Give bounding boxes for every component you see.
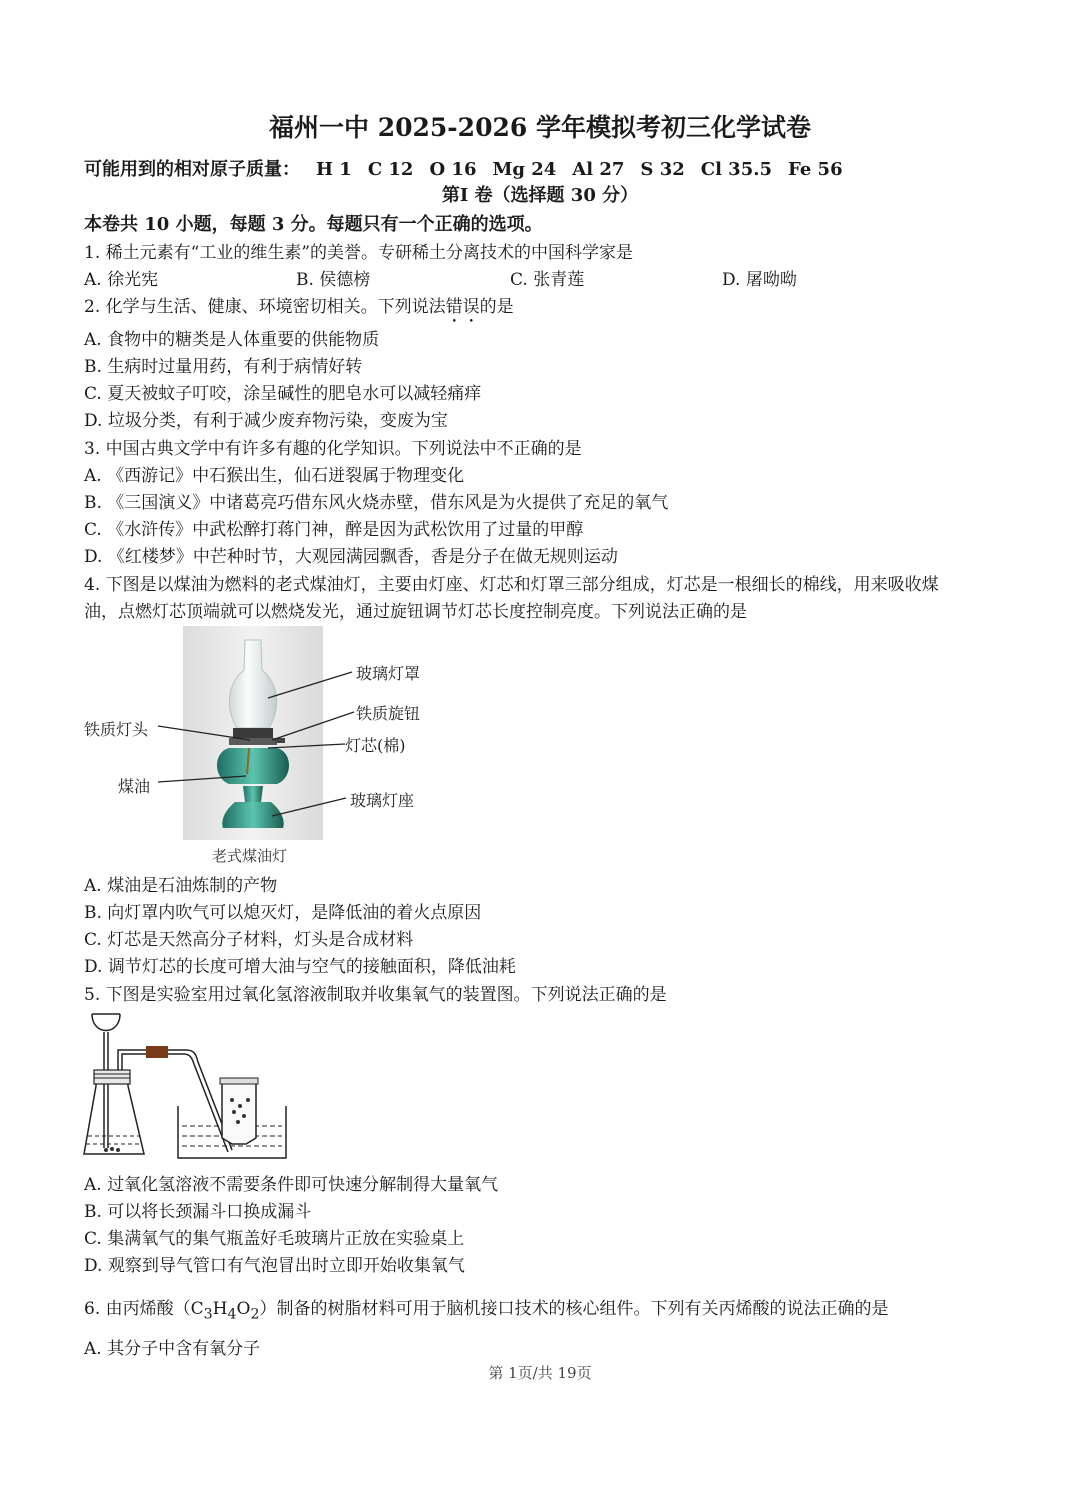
label-glass-base: 玻璃灯座 (350, 791, 415, 810)
q5-option-b: B. 可以将长颈漏斗口换成漏斗 (84, 1202, 312, 1222)
mass-s: S 32 (640, 159, 685, 180)
label-kerosene: 煤油 (118, 777, 151, 796)
lamp-label-lines (150, 620, 360, 830)
page-footer: 第 1页/共 19页 (488, 1364, 592, 1382)
formula-o: O (236, 1299, 251, 1319)
formula-c: C (190, 1299, 204, 1319)
q1-option-c: C. 张青莲 (510, 270, 585, 290)
mass-fe: Fe 56 (788, 159, 843, 180)
q6-stem-post: ）制备的树脂材料可用于脑机接口技术的核心组件。下列有关丙烯酸的说法正确的是 (259, 1299, 889, 1319)
q4-option-b: B. 向灯罩内吹气可以熄灭灯，是降低油的着火点原因 (84, 903, 482, 923)
atomic-masses-line (84, 155, 843, 181)
mass-mg: Mg 24 (492, 159, 557, 180)
q4-option-a: A. 煤油是石油炼制的产物 (84, 876, 278, 896)
q1-option-d: D. 屠呦呦 (722, 270, 797, 290)
q6-stem-pre: 6. 由丙烯酸（ (84, 1299, 191, 1319)
label-wick: 灯芯(棉) (345, 736, 406, 755)
q2-stem-emphasis: 错误 (445, 297, 480, 317)
q4-option-c: C. 灯芯是天然高分子材料，灯头是合成材料 (84, 930, 414, 950)
label-glass-shade: 玻璃灯罩 (356, 664, 421, 683)
mass-c: C 12 (367, 159, 414, 180)
formula-h: H (212, 1299, 228, 1319)
q6-stem (84, 1294, 888, 1322)
q3-option-c: C. 《水浒传》中武松醉打蒋门神，醉是因为武松饮用了过量的甲醇 (84, 520, 584, 540)
masses-label: 可能用到的相对原子质量： (84, 159, 300, 180)
q5-option-d: D. 观察到导气管口有气泡冒出时立即开始收集氧气 (84, 1256, 465, 1276)
section-title: 第Ⅰ 卷（选择题 30 分） (441, 185, 639, 206)
instructions: 本卷共 10 小题，每题 3 分。每题只有一个正确的选项。 (84, 214, 543, 235)
q2-option-c: C. 夏天被蚊子叮咬，涂呈碱性的肥皂水可以减轻痛痒 (84, 384, 482, 404)
q1-option-a: A. 徐光宪 (84, 270, 159, 290)
q3-option-a: A. 《西游记》中石猴出生，仙石迸裂属于物理变化 (84, 466, 465, 486)
q1-option-b: B. 侯德榜 (296, 270, 371, 290)
formula-c-sub: 3 (203, 1306, 213, 1323)
q2-option-d: D. 垃圾分类，有利于减少废弃物污染，变废为宝 (84, 411, 448, 431)
figure-caption: 老式煤油灯 (212, 847, 288, 865)
q6-option-a: A. 其分子中含有氧分子 (84, 1339, 261, 1359)
q5-option-a: A. 过氧化氢溶液不需要条件即可快速分解制得大量氧气 (84, 1175, 499, 1195)
formula-h-sub: 4 (227, 1306, 237, 1323)
q4-stem-line1: 4. 下图是以煤油为燃料的老式煤油灯，主要由灯座、灯芯和灯罩三部分组成，灯芯是一根细长的棉线，用来吸收煤 (84, 575, 939, 595)
formula-o-sub: 2 (250, 1306, 260, 1323)
label-iron-knob: 铁质旋钮 (356, 704, 421, 723)
q3-option-d: D. 《红楼梦》中芒种时节，大观园满园飘香，香是分子在做无规则运动 (84, 547, 618, 567)
q2-option-a: A. 食物中的糖类是人体重要的供能物质 (84, 330, 380, 350)
mass-cl: Cl 35.5 (700, 159, 773, 180)
q3-option-b: B. 《三国演义》中诸葛亮巧借东风火烧赤壁，借东风是为火提供了充足的氧气 (84, 493, 669, 513)
page-title: 福州一中 2025-2026 学年模拟考初三化学试卷 (269, 113, 811, 142)
q3-stem: 3. 中国古典文学中有许多有趣的化学知识。下列说法中不正确的是 (84, 439, 582, 459)
label-iron-head: 铁质灯头 (84, 720, 149, 739)
q2-stem (84, 292, 514, 327)
q1-stem: 1. 稀土元素有“工业的维生素”的美誉。专研稀土分离技术的中国科学家是 (84, 243, 634, 263)
q2-stem-post: 的是 (479, 297, 514, 317)
acrylic-acid-formula (190, 1299, 260, 1323)
mass-h: H 1 (316, 159, 352, 180)
q4-option-d: D. 调节灯芯的长度可增大油与空气的接触面积，降低油耗 (84, 957, 516, 977)
oxygen-apparatus-diagram (82, 1008, 292, 1160)
q5-stem: 5. 下图是实验室用过氧化氢溶液制取并收集氧气的装置图。下列说法正确的是 (84, 985, 667, 1005)
q2-option-b: B. 生病时过量用药，有利于病情好转 (84, 357, 363, 377)
q2-stem-pre: 2. 化学与生活、健康、环境密切相关。下列说法 (84, 297, 446, 317)
q4-stem-line2: 油，点燃灯芯顶端就可以燃烧发光，通过旋钮调节灯芯长度控制亮度。下列说法正确的是 (84, 602, 747, 622)
mass-o: O 16 (429, 159, 477, 180)
q5-option-c: C. 集满氧气的集气瓶盖好毛玻璃片正放在实验桌上 (84, 1229, 465, 1249)
mass-al: Al 27 (572, 159, 625, 180)
